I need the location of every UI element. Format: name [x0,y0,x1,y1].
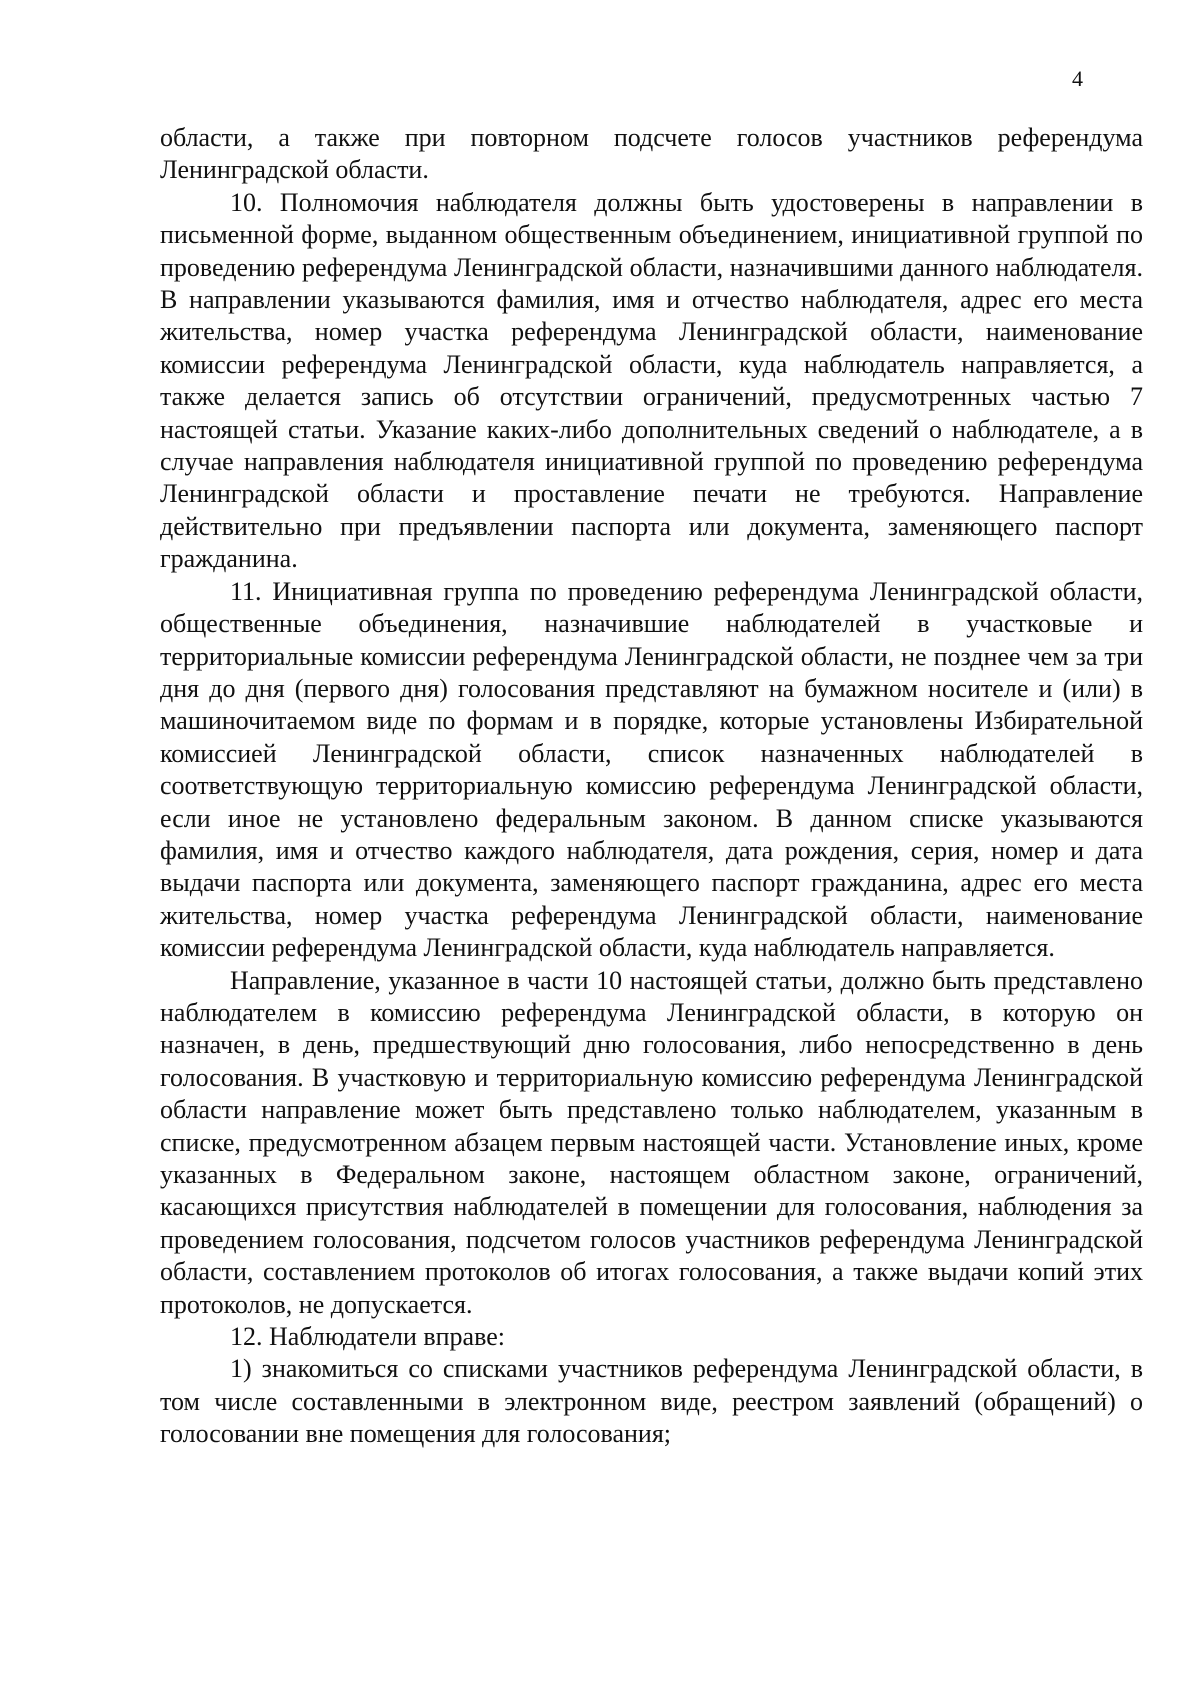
paragraph-12-item-1: 1) знакомиться со списками участников референдума Ленинградской области, в том числе составленными в электронном виде, реестром заявлений (обращений) о голосовании вне помещения для голосования; [160,1354,1143,1449]
document-body [160,122,1143,1451]
paragraph-10: 10. Полномочия наблюдателя должны быть удостоверены в направлении в письменной форме, выданном общественным объединением, инициативной группой по проведению референдума Ленинградской области, назначившими данного наблюдателя. В направлении указываются фамилия, имя и отчество наблюдателя, адрес его места жительства, номер участка референдума Ленинградской области, наименование комиссии референдума Ленинградской области, куда наблюдатель направляется, а также делается запись об отсутствии ограничений, предусмотренных частью 7 настоящей статьи. Указание каких-либо дополнительных сведений о наблюдателе, а в случае направления наблюдателя инициативной группой по проведению референдума Ленинградской области и проставление печати не требуются. Направление действительно при предъявлении паспорта или документа, заменяющего паспорт гражданина. [160,187,1143,574]
page-number: 4 [1072,66,1083,91]
paragraph-12: 12. Наблюдатели вправе: [230,1322,505,1352]
paragraph-continuation: области, а также при повторном подсчете голосов участников референдума Ленинградской области. [160,123,1143,185]
paragraph-11: 11. Инициативная группа по проведению референдума Ленинградской области, общественные объединения, назначившие наблюдателей в участковые и территориальные комиссии референдума Ленинградской области, не позднее чем за три дня до дня (первого дня) голосования представляют на бумажном носителе и (или) в машиночитаемом виде по формам и в порядке, которые установлены Избирательной комиссией Ленинградской области, список назначенных наблюдателей в соответствующую территориальную комиссию референдума Ленинградской области, если иное не установлено федеральным законом. В данном списке указываются фамилия, имя и отчество каждого наблюдателя, дата рождения, серия, номер и дата выдачи паспорта или документа, заменяющего паспорт гражданина, адрес его места жительства, номер участка референдума Ленинградской области, наименование комиссии референдума Ленинградской области, куда наблюдатель направляется. [160,576,1143,963]
paragraph-11-second-part: Направление, указанное в части 10 настоящей статьи, должно быть представлено наблюдателем в комиссию референдума Ленинградской области, в которую он назначен, в день, предшествующий дню голосования, либо непосредственно в день голосования. В участковую и территориальную комиссию референдума Ленинградской области направление может быть представлено только наблюдателем, указанным в списке, предусмотренном абзацем первым настоящей части. Установление иных, кроме указанных в Федеральном законе, настоящем областном законе, ограничений, касающихся присутствия наблюдателей в помещении для голосования, наблюдения за проведением голосования, подсчетом голосов участников референдума Ленинградской области, составлением протоколов об итогах голосования, а также выдачи копий этих протоколов, не допускается. [160,965,1143,1319]
